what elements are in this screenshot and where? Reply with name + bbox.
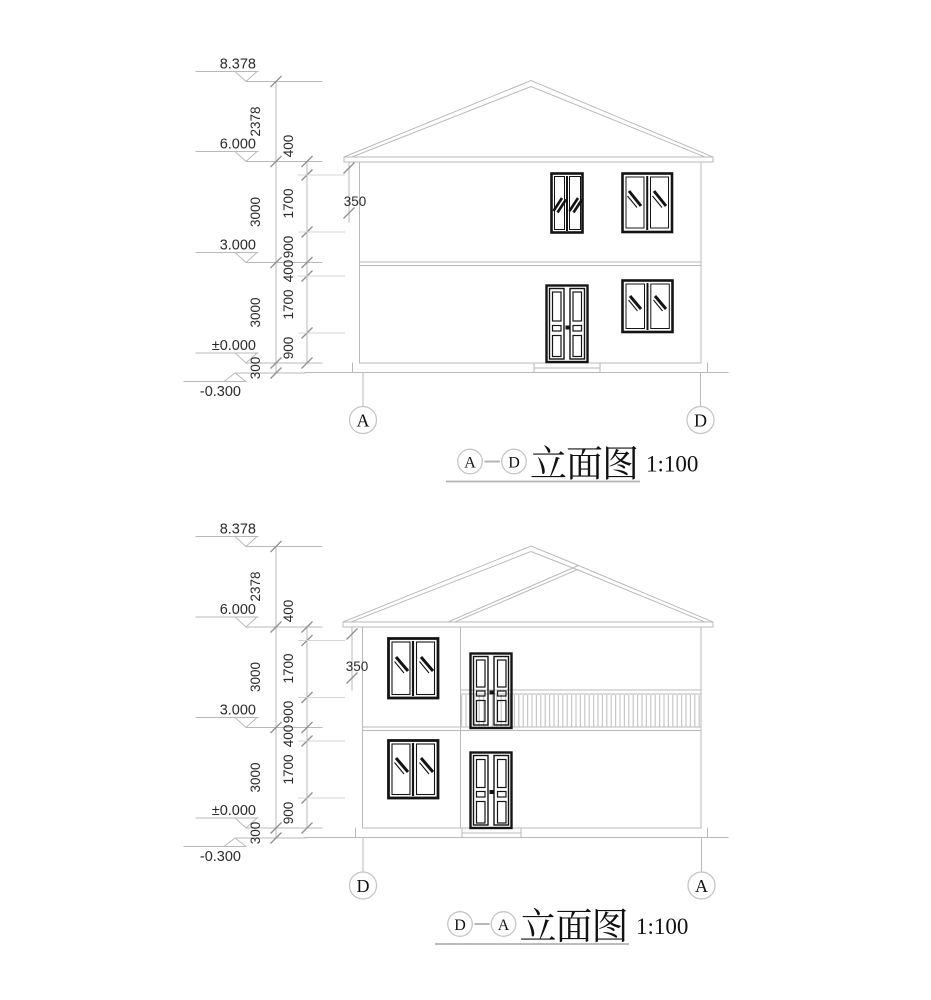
door-panel — [553, 336, 562, 357]
outer-dim-text: 2378 — [248, 571, 263, 602]
level-text: 6.000 — [219, 136, 256, 153]
outer-dim-text: 2378 — [248, 106, 263, 137]
door-handle — [490, 790, 495, 794]
inner-dim-text: 400 — [281, 134, 296, 158]
level-text: ±0.000 — [211, 803, 256, 819]
grid-leader-lines — [363, 373, 701, 407]
eave-fascia — [344, 157, 713, 162]
glazing-marks — [396, 758, 433, 772]
grid-letter: D — [694, 410, 707, 431]
level-text: -0.300 — [199, 849, 241, 865]
door-panel — [477, 760, 486, 788]
balcony-rail-top — [461, 690, 702, 694]
window-sash — [626, 177, 644, 228]
window-sash — [626, 284, 645, 329]
inner-dim-text: 900 — [281, 336, 296, 360]
door-rail — [553, 326, 562, 332]
door-rail — [573, 326, 582, 332]
floor-band — [363, 727, 702, 731]
roof-outline — [343, 546, 713, 622]
door-panel — [498, 802, 507, 824]
caption-title: 立面图 — [519, 907, 628, 948]
plinth-and-step — [353, 363, 708, 373]
inner-dim-text: 900 — [281, 801, 296, 825]
inner-dim-text: 400 — [281, 259, 296, 283]
window-2f-left — [389, 639, 439, 699]
door-leaf — [550, 289, 565, 360]
door-handle — [490, 691, 495, 695]
roof-inner-line — [352, 87, 705, 158]
caption-da — [435, 907, 688, 948]
door-panel — [477, 660, 486, 687]
elevation-ad — [184, 57, 728, 486]
grid-letter: D — [356, 876, 370, 896]
window-1f-right — [623, 281, 673, 333]
door-panel — [477, 802, 486, 824]
door-handle — [566, 326, 571, 330]
extension-lines — [298, 641, 345, 799]
eave-dim-text: 350 — [343, 194, 367, 209]
door-leaf — [474, 756, 489, 826]
window-2f-left — [552, 174, 583, 233]
window-sash — [651, 177, 669, 228]
entry-door — [547, 286, 588, 363]
caption-bubble-letter: A — [497, 917, 510, 934]
outer-dim-text: 300 — [248, 821, 263, 845]
door-panel — [498, 660, 507, 687]
outer-dim-text: 3000 — [248, 196, 263, 228]
inner-dim-text: 1700 — [281, 653, 296, 684]
level-text: -0.300 — [199, 384, 241, 400]
caption-scale: 1:100 — [636, 914, 689, 939]
plinth-and-step — [356, 828, 708, 838]
grid-letter: A — [695, 876, 708, 896]
floor-band — [360, 262, 702, 266]
roof-inner-line — [351, 552, 705, 623]
level-text: ±0.000 — [211, 338, 256, 354]
window-2f-right — [623, 174, 673, 233]
caption-title: 立面图 — [530, 444, 638, 486]
grid-letter: A — [356, 410, 370, 431]
level-text: 8.378 — [219, 56, 256, 73]
caption-bubble-letter: D — [508, 454, 520, 472]
level-text: 8.378 — [219, 521, 256, 538]
inner-dim-text: 900 — [281, 700, 296, 724]
caption-scale: 1:100 — [646, 451, 699, 477]
inner-dim-text: 900 — [281, 235, 296, 259]
dimension-chain-lines — [276, 547, 352, 839]
door-panel — [573, 292, 582, 321]
door-rail — [498, 792, 507, 798]
level-text: 3.000 — [219, 702, 256, 719]
door-leaf — [570, 289, 585, 360]
window-1f-left — [389, 741, 439, 799]
outer-dim-text: 3000 — [248, 762, 263, 793]
outer-dim-text: 3000 — [248, 297, 263, 328]
inner-dim-text: 1700 — [281, 289, 296, 320]
entry-door — [471, 753, 512, 829]
outer-dim-text: 300 — [248, 356, 263, 380]
level-text: 3.000 — [219, 237, 256, 254]
door-panel — [498, 760, 507, 788]
caption-bubble-letter: D — [454, 917, 466, 934]
roof-outline — [344, 81, 713, 158]
front-gable-slope — [448, 566, 579, 623]
level-text: 6.000 — [219, 602, 256, 618]
door-panel — [573, 336, 582, 357]
door-panel — [553, 292, 562, 321]
outer-dim-text: 3000 — [248, 661, 263, 693]
caption-ad — [446, 445, 698, 486]
extension-lines — [298, 175, 345, 333]
eave-fascia — [343, 622, 713, 627]
elevation-da — [184, 522, 728, 949]
inner-dim-text: 1700 — [281, 188, 296, 219]
inner-dim-text: 400 — [281, 599, 296, 623]
eave-dim-text: 350 — [345, 659, 369, 674]
door-rail — [477, 792, 486, 798]
glazing-marks — [396, 657, 433, 671]
caption-bubble-letter: A — [464, 454, 476, 472]
inner-dim-text: 1700 — [281, 754, 296, 785]
window-sash — [651, 284, 670, 329]
inner-dim-text: 400 — [281, 724, 296, 748]
grid-leader-lines — [363, 838, 702, 872]
